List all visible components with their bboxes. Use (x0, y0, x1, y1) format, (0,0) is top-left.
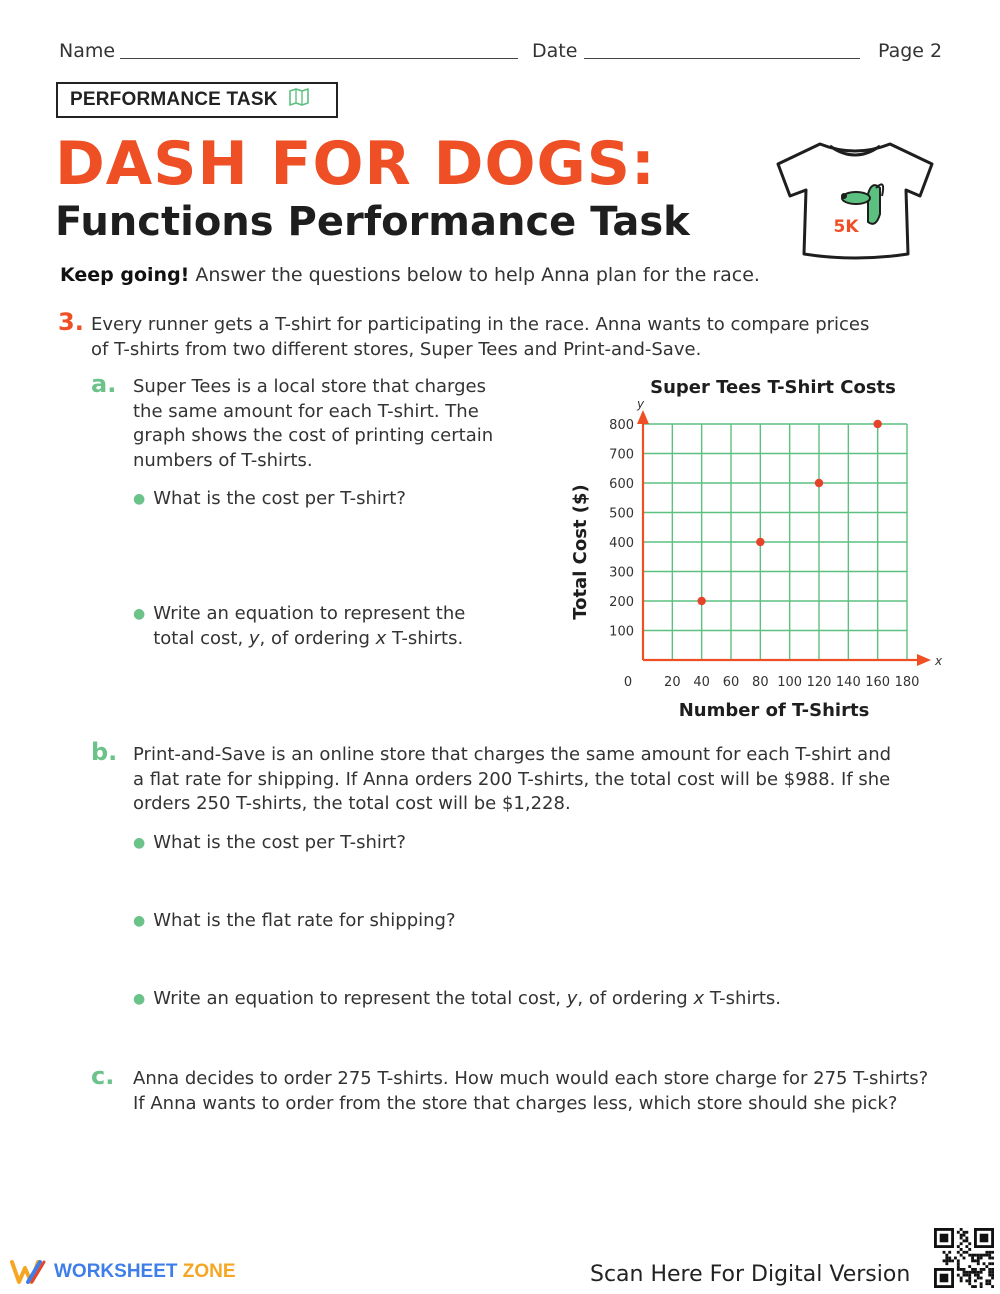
brand-text: WORKSHEET ZONE (54, 1261, 236, 1282)
question-line-2: of T-shirts from two different stores, Super Tees and Print-and-Save. (91, 338, 702, 360)
part-b-line-1: Print-and-Save is an online store that charges the same amount for each T-shirt and (133, 744, 892, 765)
data-point (873, 420, 881, 428)
performance-task-tag (56, 82, 338, 118)
x-axis-arrow (917, 654, 931, 666)
x-tick-label: 20 (664, 675, 681, 690)
worksheet-zone-logo[interactable] (10, 1258, 236, 1286)
bullet-dot: ● (133, 606, 146, 622)
part-a-bullet-1-text: What is the cost per T-shirt? (153, 488, 406, 509)
y-axis-title: Total Cost ($) (570, 484, 591, 620)
super-tees-chart (560, 368, 950, 728)
part-b-letter: b. (91, 738, 118, 766)
data-point (756, 538, 764, 546)
part-a-letter: a. (91, 370, 117, 398)
bullet-dot: ● (133, 991, 146, 1007)
part-a-text (133, 375, 493, 473)
part-b-line-2: a flat rate for shipping. If Anna orders 200 T-shirts, the total cost will be $988. If she (133, 768, 891, 790)
part-b-bullet-3 (133, 987, 781, 1012)
page-subtitle: Functions Performance Task (55, 199, 690, 245)
scan-text: Scan Here For Digital Version (590, 1262, 911, 1287)
intro-bold: Keep going! (60, 264, 190, 286)
y-axis-arrow (637, 410, 649, 424)
x-tick-label: 160 (865, 675, 891, 690)
y-tick-label: 700 (609, 447, 634, 463)
x-axis-title: Number of T-Shirts (678, 700, 870, 721)
y-tick-label: 200 (609, 595, 634, 610)
name-label: Name (59, 40, 116, 62)
x-tick-label: 60 (722, 675, 740, 690)
part-a-line-2: the same amount for each T-shirt. The (133, 400, 479, 422)
bullet-dot: ● (133, 913, 146, 929)
part-c-line-2: If Anna wants to order from the store that charges less, which store should she pick? (133, 1092, 898, 1114)
y-tick-label: 400 (609, 536, 634, 551)
x-tick-label: 100 (777, 675, 803, 690)
question-line-1: Every runner gets a T-shirt for participating in the race. Anna wants to compare prices (91, 314, 870, 335)
intro-rest: Answer the questions below to help Anna plan for the race. (189, 264, 760, 286)
part-b-bullet-2-text: What is the flat rate for shipping? (153, 910, 456, 931)
y-axis-letter: y (637, 397, 645, 411)
part-a-bullet-2-line-1: Write an equation to represent the (153, 603, 466, 624)
y-tick-label: 600 (609, 477, 634, 492)
x-tick-label: 140 (835, 675, 861, 690)
y-tick-label: 300 (609, 565, 634, 581)
qr-code-icon[interactable] (934, 1228, 994, 1292)
data-point (697, 597, 705, 605)
map-icon (288, 88, 310, 112)
part-b-text (133, 743, 891, 817)
origin-label: 0 (623, 675, 633, 690)
name-line[interactable] (120, 58, 518, 59)
part-c-letter: c. (91, 1062, 115, 1090)
brand-logo-icon (10, 1258, 48, 1286)
x-tick-label: 120 (806, 675, 832, 690)
part-b-bullet-3-text: Write an equation to represent the total cost, y, of ordering x T-shirts. (153, 988, 782, 1009)
y-tick-label: 800 (609, 418, 634, 433)
x-tick-label: 180 (894, 675, 920, 690)
bullet-dot: ● (133, 835, 146, 851)
x-axis-letter: x (935, 654, 943, 668)
part-a-bullet-2 (133, 602, 465, 651)
tshirt-dog-icon (772, 136, 938, 266)
part-c-text (133, 1067, 928, 1116)
question-prompt (91, 313, 869, 362)
y-tick-label: 500 (609, 506, 634, 522)
part-a-line-1: Super Tees is a local store that charges (133, 376, 486, 397)
part-a-line-3: graph shows the cost of printing certain (133, 425, 494, 446)
page-title: DASH FOR DOGS: (55, 129, 656, 199)
part-a-line-4: numbers of T-shirts. (133, 449, 313, 471)
chart-title: Super Tees T-Shirt Costs (650, 377, 896, 398)
part-b-line-3: orders 250 T-shirts, the total cost will be $1,228. (133, 793, 571, 814)
intro-text (60, 264, 760, 286)
page-number: Page 2 (878, 40, 943, 62)
data-point (815, 479, 823, 487)
tag-label: PERFORMANCE TASK (70, 89, 278, 110)
y-tick-label: 100 (609, 624, 634, 640)
part-b-bullet-1 (133, 831, 406, 856)
question-number: 3. (58, 308, 84, 336)
part-a-bullet-2-line-2: total cost, y, of ordering x T-shirts. (153, 627, 464, 649)
bullet-dot: ● (133, 491, 146, 507)
date-line[interactable] (584, 58, 860, 59)
shirt-label: 5K (833, 217, 859, 237)
part-a-bullet-1 (133, 487, 406, 512)
x-tick-label: 40 (693, 675, 710, 690)
part-b-bullet-2 (133, 909, 456, 934)
part-b-bullet-1-text: What is the cost per T-shirt? (153, 832, 406, 853)
x-tick-label: 80 (752, 675, 769, 690)
part-c-line-1: Anna decides to order 275 T-shirts. How much would each store charge for 275 T-shirts? (133, 1068, 929, 1089)
date-label: Date (532, 40, 578, 62)
